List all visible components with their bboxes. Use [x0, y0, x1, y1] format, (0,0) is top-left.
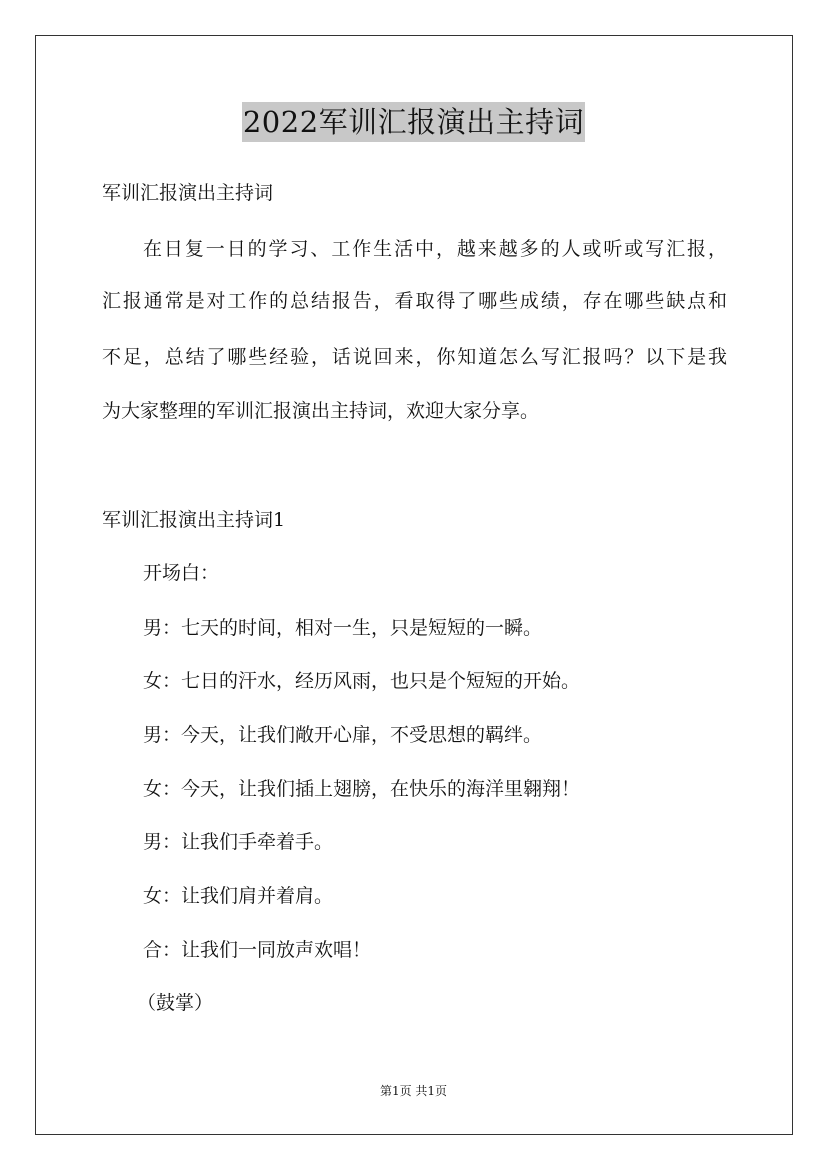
dialogue-line-7: 合：让我们一同放声欢唱！ [143, 939, 372, 961]
dialogue-line-4: 女：今天，让我们插上翅膀，在快乐的海洋里翱翔！ [143, 778, 581, 800]
page-footer: 第1页 共1页 [379, 1084, 448, 1098]
dialogue-line-5: 男：让我们手牵着手。 [143, 831, 334, 853]
intro-line-1: 在日复一日的学习、工作生活中，越来越多的人或听或写汇报， [143, 238, 727, 260]
dialogue-line-6: 女：让我们肩并着肩。 [143, 885, 334, 907]
intro-line-3: 不足，总结了哪些经验，话说回来，你知道怎么写汇报吗？以下是我 [102, 346, 727, 368]
dialogue-line-1: 男：七天的时间，相对一生，只是短短的一瞬。 [143, 617, 543, 639]
opening-label: 开场白： [143, 562, 220, 584]
section-heading: 军训汇报演出主持词1 [102, 509, 286, 531]
dialogue-line-2: 女：七日的汗水，经历风雨，也只是个短短的开始。 [143, 670, 581, 692]
applause-note: （鼓掌） [137, 992, 214, 1014]
title-container [0, 102, 827, 142]
intro-line-4: 为大家整理的军训汇报演出主持词，欢迎大家分享。 [102, 400, 540, 422]
intro-line-2: 汇报通常是对工作的总结报告，看取得了哪些成绩，存在哪些缺点和 [102, 290, 727, 312]
document-subtitle: 军训汇报演出主持词 [102, 182, 274, 204]
document-title: 2022军训汇报演出主持词 [242, 102, 585, 142]
dialogue-line-3: 男：今天，让我们敞开心扉，不受思想的羁绊。 [143, 724, 543, 746]
